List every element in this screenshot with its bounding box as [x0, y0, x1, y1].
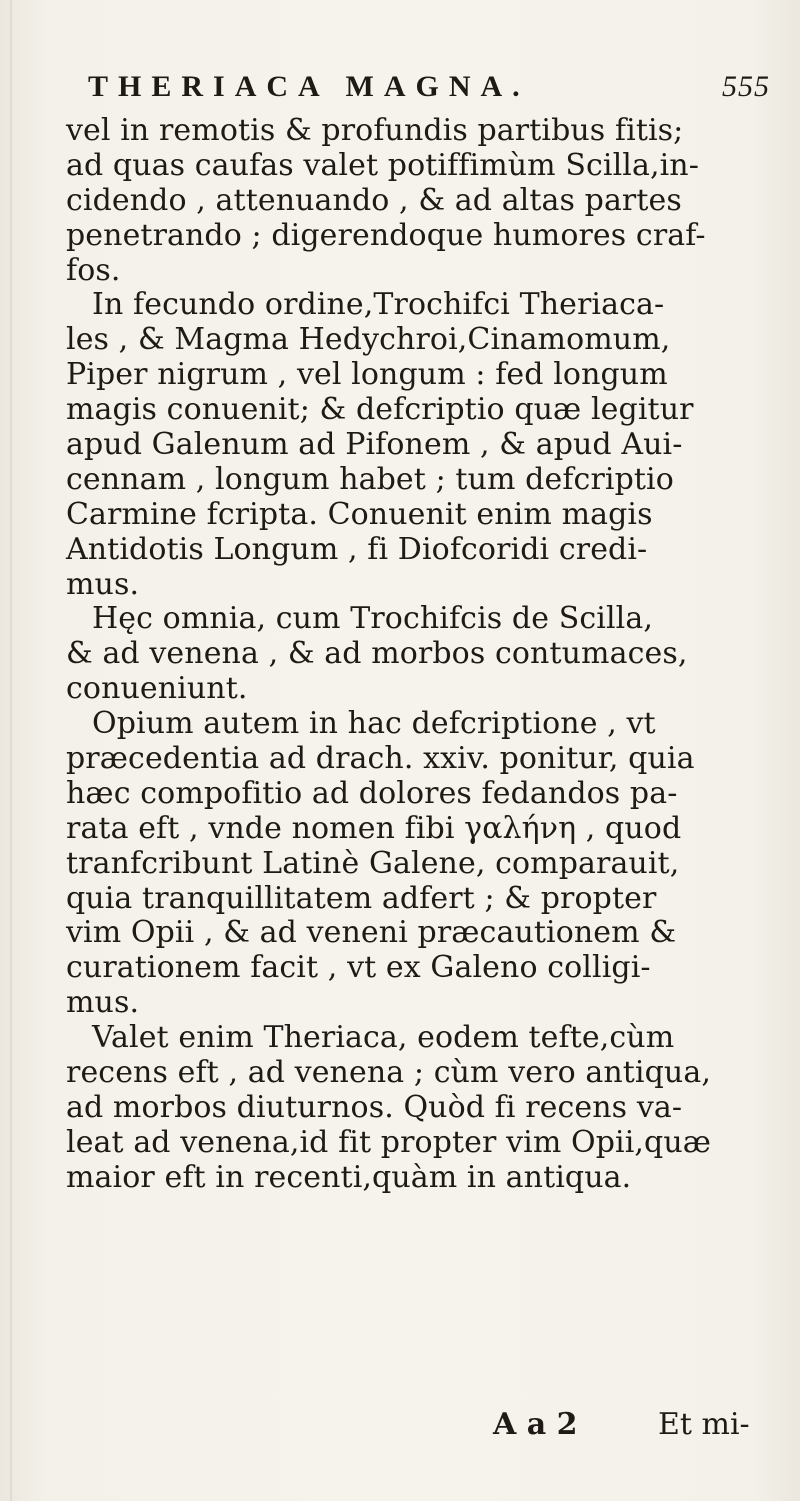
text-line: les , & Magma Hedychroi,Cinamomum,	[66, 322, 671, 358]
text-line: apud Galenum ad Pifonem , & apud Aui-	[66, 427, 683, 463]
text-line: Antidotis Longum , fi Diofcoridi credi-	[66, 531, 648, 567]
text-line: curationem facit , vt ex Galeno colligi-	[66, 950, 651, 986]
text-line: In fecundo ordine,Trochifci Theriaca-	[92, 287, 665, 323]
text-line: quia tranquillitatem adfert ; & propter	[66, 880, 657, 916]
body-text	[56, 114, 756, 1196]
text-line: cidendo , attenuando , & ad altas partes	[66, 182, 682, 218]
text-line: ad quas caufas valet potiffimùm Scilla,in-	[66, 147, 699, 183]
text-line: fos.	[66, 252, 121, 288]
text-line: vim Opii , & ad veneni præcautionem &	[66, 915, 677, 951]
text-line: Carmine fcripta. Conuenit enim magis	[66, 496, 653, 532]
text-line: vel in remotis & profundis partibus fitis;	[66, 113, 684, 148]
text-line: maior eft in recenti,quàm in antiqua.	[66, 1159, 632, 1195]
text-line: conueniunt.	[66, 671, 248, 707]
text-line: rata eft , vnde nomen fibi γαλήνη , quod	[66, 810, 682, 846]
text-line: penetrando ; digerendoque humores craf-	[66, 217, 706, 253]
text-line: tranfcribunt Latinè Galene, comparauit,	[66, 845, 680, 881]
page-header	[88, 70, 770, 110]
text-line: & ad venena , & ad morbos contumaces,	[66, 636, 688, 672]
text-line: hæc compofitio ad dolores fedandos pa-	[66, 775, 678, 811]
page-number: 555	[722, 70, 770, 103]
text-line: præcedentia ad drach. xxiv. ponitur, quia	[66, 741, 695, 777]
text-line: Opium autem in hac defcriptione , vt	[92, 706, 656, 742]
text-line: leat ad venena,id fit propter vim Opii,quæ	[66, 1124, 712, 1160]
text-line: magis conuenit; & defcriptio quæ legitur	[66, 392, 694, 428]
page-edge-shadow	[10, 0, 12, 1501]
text-line: Hęc omnia, cum Trochifcis de Scilla,	[92, 601, 653, 637]
running-head: THERIACA MAGNA.	[88, 70, 530, 103]
text-line: Valet enim Theriaca, eodem tefte,cùm	[92, 1020, 675, 1056]
text-line: mus.	[66, 566, 140, 602]
text-line: cennam , longum habet ; tum defcriptio	[66, 461, 674, 497]
text-line: mus.	[66, 985, 140, 1021]
signature-mark: A a 2	[493, 1407, 578, 1442]
text-line: ad morbos diuturnos. Quòd fi recens va-	[66, 1089, 683, 1125]
text-line: recens eft , ad venena ; cùm vero antiqua,	[66, 1055, 711, 1091]
catchword: Et mi-	[658, 1407, 750, 1442]
text-line: Piper nigrum , vel longum : fed longum	[66, 357, 668, 393]
page-footer	[56, 1405, 756, 1445]
